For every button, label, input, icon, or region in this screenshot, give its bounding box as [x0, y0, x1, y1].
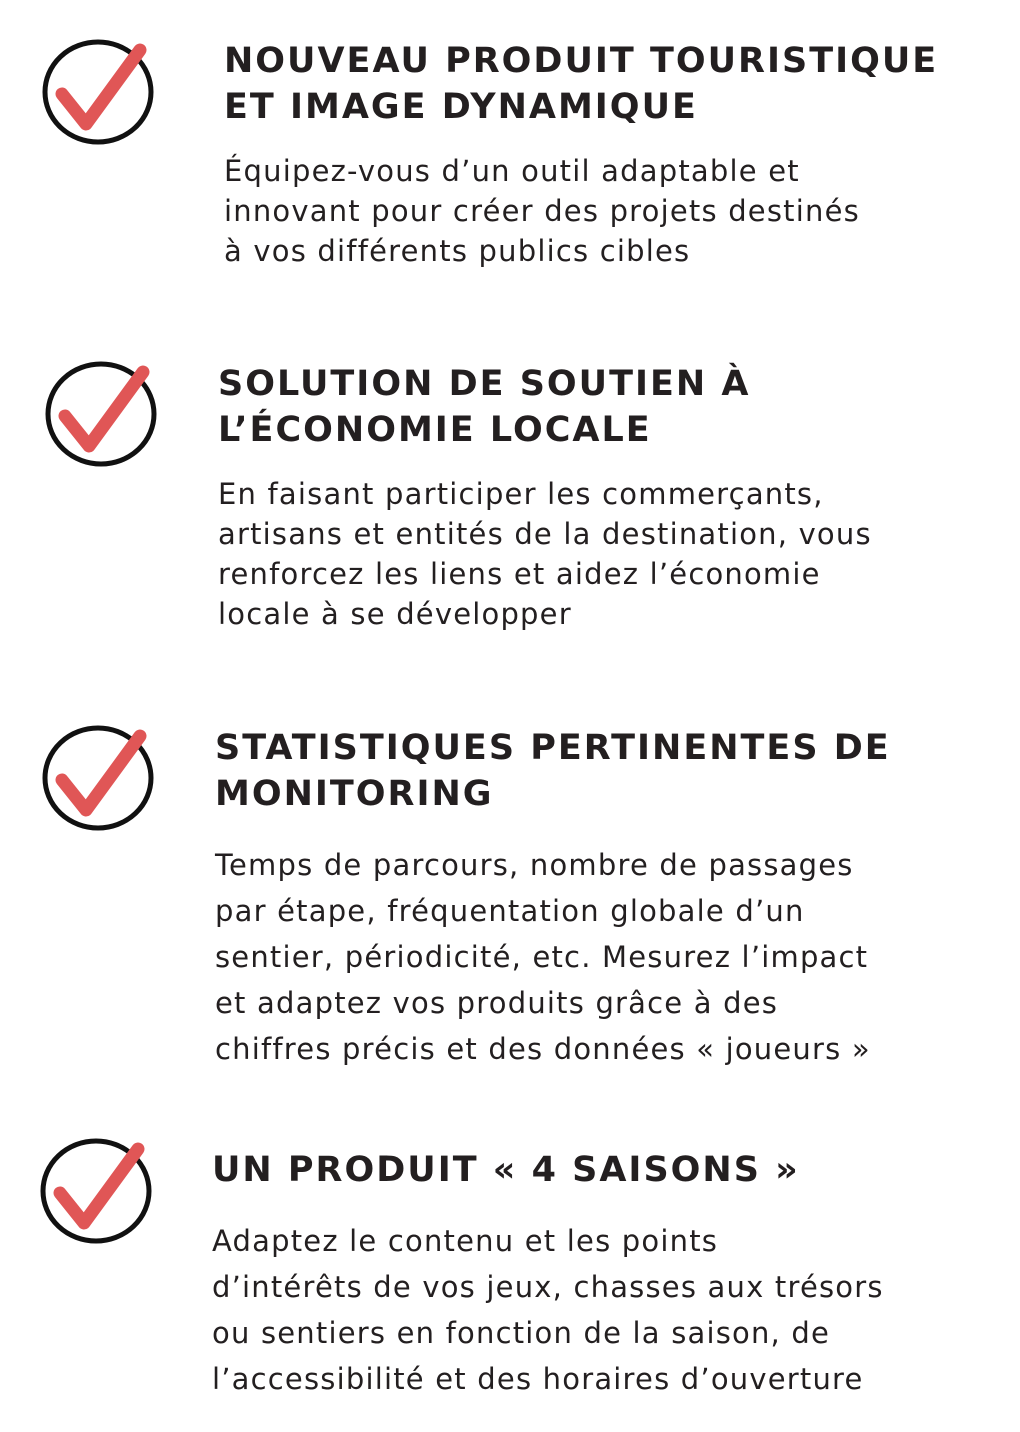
feature-title: NOUVEAU PRODUIT TOURISTIQUE ET IMAGE DYNAMIQUE — [224, 41, 939, 127]
feature-title: STATISTIQUES PERTINENTES DE MONITORING — [215, 728, 891, 814]
check-circle-icon — [38, 32, 158, 152]
check-circle-icon — [36, 1131, 156, 1251]
feature-description: Temps de parcours, nombre de passages par étape, fréquentation globale d’un sentier, périodicité, etc. Mesurez l’impact et adaptez vos produits grâce à des chiffres précis et des données « joueurs » — [215, 848, 871, 1066]
feature-description: Adaptez le contenu et les points d’intérêts de vos jeux, chasses aux trésors ou sentiers en fonction de la saison, de l’accessibilité et des horaires d’ouverture — [212, 1224, 884, 1396]
check-circle-icon — [38, 718, 158, 838]
feature-description: Équipez-vous d’un outil adaptable et innovant pour créer des projets destinés à vos différents publics cibles — [224, 154, 860, 268]
feature-description: En faisant participer les commerçants, artisans et entités de la destination, vous renforcez les liens et aidez l’économie locale à se développer — [218, 477, 872, 631]
check-circle-icon — [41, 354, 161, 474]
feature-title: SOLUTION DE SOUTIEN À L’ÉCONOMIE LOCALE — [218, 364, 751, 450]
feature-title: UN PRODUIT « 4 SAISONS » — [212, 1150, 800, 1190]
